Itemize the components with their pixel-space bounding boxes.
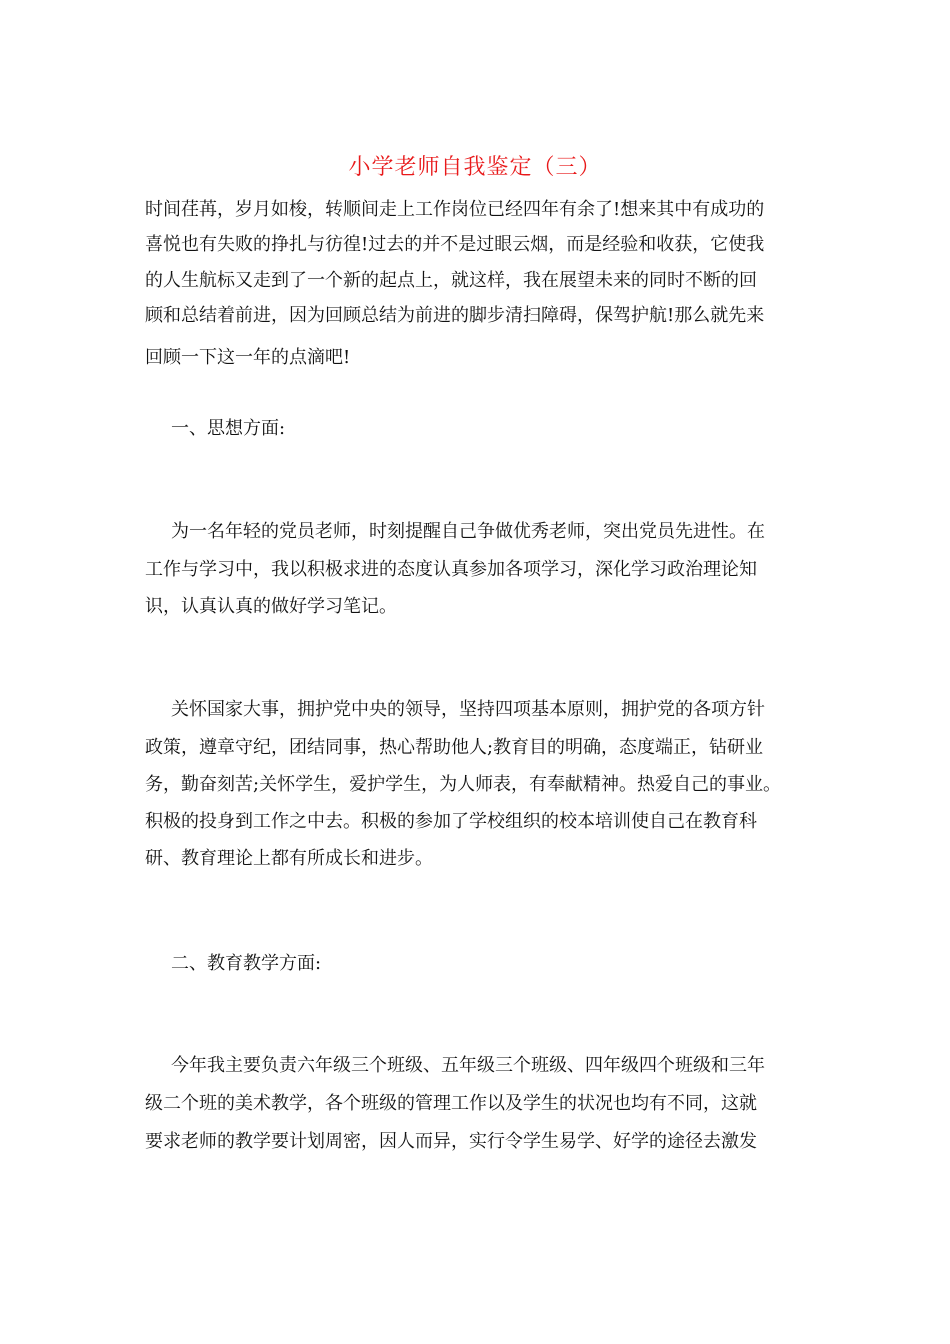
paragraph-line: 关怀国家大事，拥护党中央的领导，坚持四项基本原则，拥护党的各项方针 bbox=[171, 699, 765, 720]
intro-line: 喜悦也有失败的挣扎与彷徨!过去的并不是过眼云烟，而是经验和收获，它使我 bbox=[145, 234, 765, 255]
paragraph-line: 务，勤奋刻苦;关怀学生，爱护学生，为人师表，有奉献精神。热爱自己的事业。 bbox=[145, 774, 782, 795]
paragraph-line: 今年我主要负责六年级三个班级、五年级三个班级、四年级四个班级和三年 bbox=[171, 1055, 765, 1076]
intro-line: 顾和总结着前进，因为回顾总结为前进的脚步清扫障碍，保驾护航!那么就先来 bbox=[145, 305, 765, 326]
paragraph-line: 积极的投身到工作之中去。积极的参加了学校组织的校本培训使自己在教育科 bbox=[145, 811, 757, 832]
intro-line: 的人生航标又走到了一个新的起点上，就这样，我在展望未来的同时不断的回 bbox=[145, 270, 757, 291]
paragraph-line: 工作与学习中，我以积极求进的态度认真参加各项学习，深化学习政治理论知 bbox=[145, 559, 757, 580]
paragraph-line: 识，认真认真的做好学习笔记。 bbox=[145, 596, 397, 617]
paragraph-line: 政策，遵章守纪，团结同事，热心帮助他人;教育目的明确，态度端正，钻研业 bbox=[145, 737, 764, 758]
section-heading-thought: 一、思想方面: bbox=[171, 418, 286, 439]
paragraph-line: 要求老师的教学要计划周密，因人而异，实行令学生易学、好学的途径去激发 bbox=[145, 1131, 757, 1152]
paragraph-line: 为一名年轻的党员老师，时刻提醒自己争做优秀老师，突出党员先进性。在 bbox=[171, 521, 765, 542]
intro-line: 时间荏苒，岁月如梭，转顺间走上工作岗位已经四年有余了!想来其中有成功的 bbox=[145, 199, 765, 220]
paragraph-line: 级二个班的美术教学，各个班级的管理工作以及学生的状况也均有不同，这就 bbox=[145, 1093, 757, 1114]
document-title: 小学老师自我鉴定（三） bbox=[348, 155, 602, 180]
section-heading-teaching: 二、教育教学方面: bbox=[171, 953, 322, 974]
paragraph-line: 研、教育理论上都有所成长和进步。 bbox=[145, 848, 433, 869]
intro-line: 回顾一下这一年的点滴吧! bbox=[145, 347, 351, 368]
